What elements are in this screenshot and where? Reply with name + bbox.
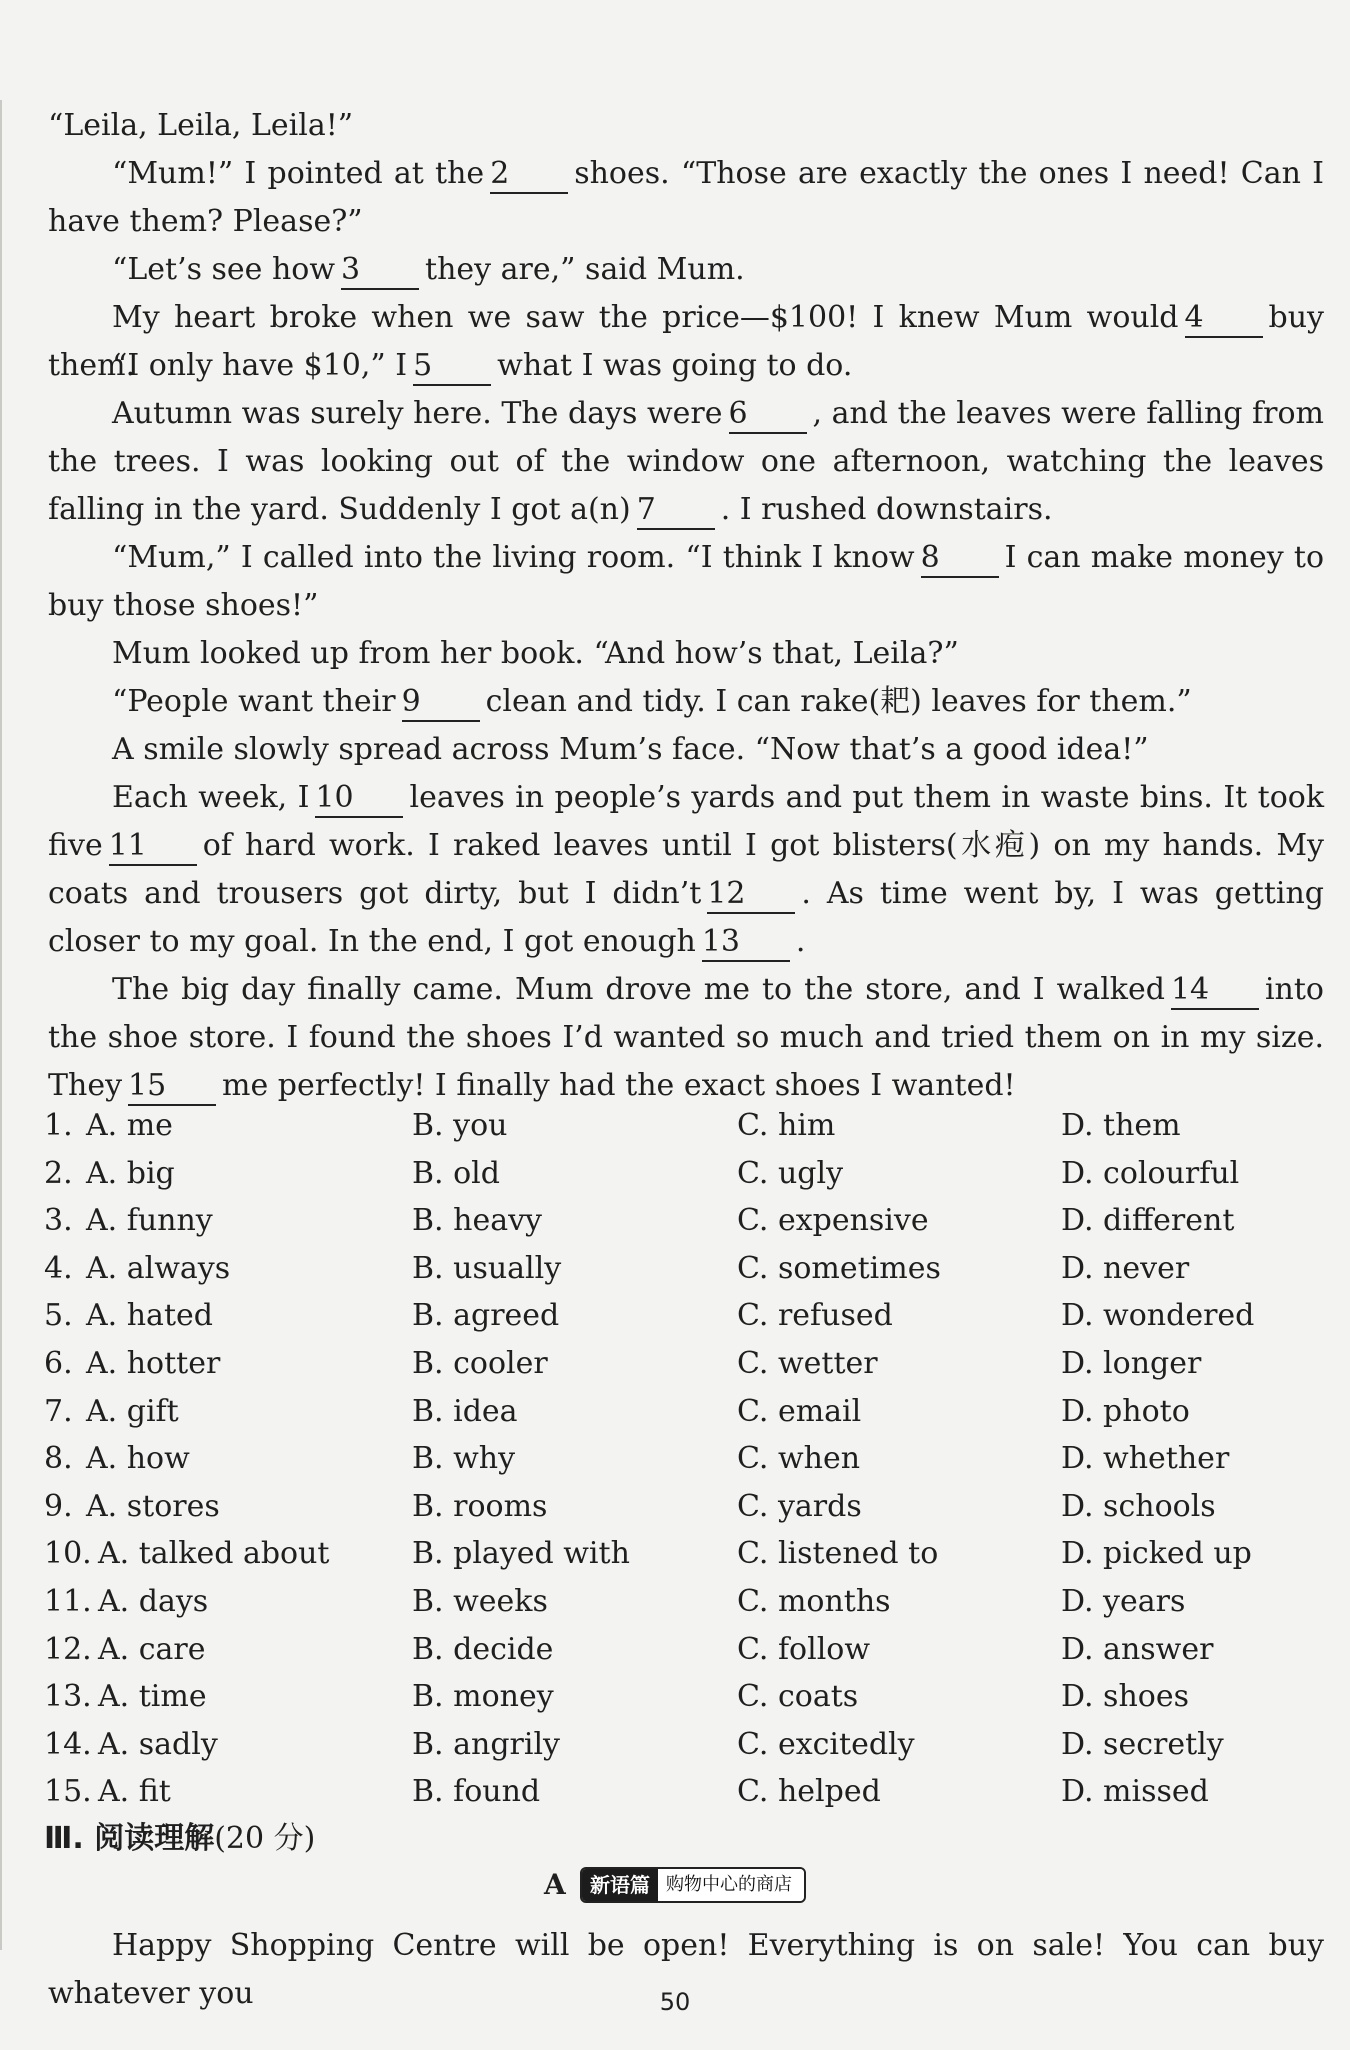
- paragraph-8: [48, 630, 1324, 678]
- text: , and the leaves were falling from the trees. I was looking out of the window one afternoon, watching the leaves falling in the yard. Suddenly I got a(n): [48, 396, 1325, 527]
- option-d: D. secretly: [1061, 1726, 1224, 1762]
- blank-7: 7: [637, 492, 715, 530]
- option-d: D. longer: [1061, 1345, 1202, 1381]
- paragraph-10: [48, 726, 1324, 774]
- text: Happy Shopping Centre will be open! Everything is on sale! You can buy whatever you: [48, 1928, 1324, 2011]
- option-a: A. hotter: [86, 1345, 221, 1381]
- text: Each week, I: [112, 780, 310, 815]
- option-d: D. shoes: [1061, 1679, 1189, 1715]
- option-d: D. missed: [1061, 1774, 1209, 1810]
- option-b: B. weeks: [412, 1583, 548, 1619]
- option-d: D. picked up: [1061, 1536, 1252, 1572]
- option-d: D. schools: [1061, 1488, 1216, 1524]
- option-a: A. me: [86, 1108, 173, 1143]
- option-c: C. email: [737, 1393, 862, 1429]
- option-row-12: [44, 1626, 1334, 1674]
- option-row-2: [44, 1150, 1334, 1198]
- paragraph-9: [48, 678, 1324, 726]
- option-d: D. years: [1061, 1583, 1186, 1619]
- option-a: A. sadly: [98, 1726, 218, 1762]
- option-c: C. months: [737, 1583, 891, 1619]
- text: . As time went by, I was getting closer to my goal. In the end, I got enough: [48, 876, 1324, 959]
- option-row-6: [44, 1340, 1334, 1388]
- question-number: 10.: [44, 1536, 92, 1572]
- text: Autumn was surely here. The days were: [112, 396, 723, 431]
- text: Mum looked up from her book. “And how’s that, Leila?”: [112, 636, 959, 671]
- option-a: A. days: [98, 1583, 209, 1619]
- question-number: 12.: [44, 1631, 92, 1667]
- option-d: D. photo: [1061, 1393, 1190, 1429]
- page-number: 50: [659, 1988, 691, 2016]
- blank-8: 8: [921, 540, 999, 578]
- text: The big day finally came. Mum drove me to the store, and I walked: [112, 972, 1165, 1007]
- option-row-1: [44, 1102, 1334, 1150]
- option-b: B. usually: [412, 1250, 562, 1286]
- blank-4: 4: [1185, 300, 1263, 338]
- option-d: D. them: [1061, 1108, 1181, 1143]
- paragraph-11: [48, 774, 1324, 966]
- option-row-10: [44, 1530, 1334, 1578]
- text: me perfectly! I finally had the exact shoes I wanted!: [222, 1068, 1016, 1103]
- question-number: 11.: [44, 1583, 92, 1619]
- paragraph-1: [48, 102, 1324, 150]
- text: “Mum!” I pointed at the: [112, 156, 485, 191]
- option-d: D. wondered: [1061, 1298, 1255, 1334]
- option-b: B. idea: [412, 1393, 518, 1429]
- option-row-7: [44, 1388, 1334, 1436]
- option-c: C. excitedly: [737, 1726, 915, 1762]
- option-b: B. rooms: [412, 1488, 548, 1524]
- text: “Let’s see how: [112, 252, 336, 287]
- option-row-3: [44, 1197, 1334, 1245]
- question-number: 8.: [44, 1441, 73, 1477]
- option-c: C. follow: [737, 1631, 871, 1667]
- option-c: C. refused: [737, 1298, 893, 1334]
- question-number: 15.: [44, 1774, 92, 1810]
- option-c: C. when: [737, 1441, 861, 1477]
- passage-tag: [580, 1867, 806, 1903]
- paragraph-2: [48, 150, 1324, 246]
- passage-a-heading: [0, 1866, 1350, 1903]
- question-number: 13.: [44, 1679, 92, 1715]
- option-d: D. whether: [1061, 1441, 1230, 1477]
- text: A smile slowly spread across Mum’s face. “Now that’s a good idea!”: [112, 732, 1149, 767]
- option-d: D. never: [1061, 1250, 1190, 1286]
- option-d: D. colourful: [1061, 1155, 1240, 1191]
- question-number: 14.: [44, 1726, 92, 1762]
- paragraph-6: [48, 390, 1324, 534]
- text: “I only have $10,” I: [112, 348, 408, 383]
- passage-letter: A: [544, 1868, 566, 1901]
- option-row-11: [44, 1578, 1334, 1626]
- option-a: A. talked about: [98, 1536, 330, 1572]
- option-b: B. agreed: [412, 1298, 560, 1334]
- option-c: C. expensive: [737, 1203, 929, 1239]
- option-a: A. time: [98, 1679, 207, 1715]
- text: shoes. “Those are exactly the ones I need! Can I have them? Please?”: [48, 156, 1324, 239]
- blank-14: 14: [1171, 972, 1259, 1010]
- blank-15: 15: [128, 1068, 216, 1106]
- text: My heart broke when we saw the price—$100! I knew Mum would: [112, 300, 1179, 335]
- paragraph-3: [48, 246, 1324, 294]
- text: I can make money to buy those shoes!”: [48, 540, 1324, 623]
- option-c: C. helped: [737, 1774, 881, 1810]
- option-row-14: [44, 1721, 1334, 1769]
- option-c: C. him: [737, 1108, 836, 1143]
- paragraph-5: [48, 342, 1324, 390]
- option-a: A. hated: [86, 1298, 213, 1334]
- answer-options: [44, 1102, 1334, 1816]
- section-title: Ⅲ. 阅读理解: [44, 1821, 215, 1856]
- option-b: B. heavy: [412, 1203, 542, 1239]
- text: “Mum,” I called into the living room. “I think I know: [112, 540, 915, 575]
- option-a: A. big: [86, 1155, 175, 1191]
- option-b: B. you: [412, 1108, 508, 1143]
- paragraph-12: [48, 966, 1324, 1110]
- option-b: B. old: [412, 1155, 500, 1191]
- margin-line: [0, 100, 2, 1950]
- question-number: 4.: [44, 1250, 73, 1286]
- text: “People want their: [112, 684, 396, 719]
- text: “Leila, Leila, Leila!”: [48, 108, 354, 143]
- option-a: A. always: [86, 1250, 231, 1286]
- option-c: C. sometimes: [737, 1250, 941, 1286]
- blank-10: 10: [315, 780, 403, 818]
- option-a: A. fit: [98, 1774, 171, 1810]
- blank-11: 11: [109, 828, 197, 866]
- text: what I was going to do.: [497, 348, 853, 383]
- question-number: 3.: [44, 1203, 73, 1239]
- blank-2: 2: [490, 156, 568, 194]
- text: buy them.: [48, 300, 1324, 383]
- text: clean and tidy. I can rake(耙) leaves for them.”: [485, 684, 1192, 719]
- option-b: B. played with: [412, 1536, 630, 1572]
- question-number: 6.: [44, 1345, 73, 1381]
- paragraph-7: [48, 534, 1324, 630]
- option-c: C. listened to: [737, 1536, 939, 1572]
- option-row-15: [44, 1768, 1334, 1816]
- option-row-5: [44, 1292, 1334, 1340]
- option-row-4: [44, 1245, 1334, 1293]
- option-c: C. ugly: [737, 1155, 844, 1191]
- option-b: B. cooler: [412, 1345, 548, 1381]
- question-number: 1.: [44, 1108, 73, 1143]
- text: leaves in people’s yards and put them in waste bins. It took five: [48, 780, 1324, 863]
- blank-3: 3: [341, 252, 419, 290]
- option-a: A. funny: [86, 1203, 213, 1239]
- option-b: B. found: [412, 1774, 541, 1810]
- option-a: A. how: [86, 1441, 190, 1477]
- tag-topic: 购物中心的商店: [658, 1869, 804, 1901]
- option-b: B. money: [412, 1679, 554, 1715]
- option-b: B. decide: [412, 1631, 554, 1667]
- blank-6: 6: [729, 396, 807, 434]
- text: . I rushed downstairs.: [720, 492, 1053, 527]
- text: into the shoe store. I found the shoes I’d wanted so much and tried them on in my size. They: [48, 972, 1324, 1103]
- blank-5: 5: [413, 348, 491, 386]
- blank-12: 12: [707, 876, 795, 914]
- text: they are,” said Mum.: [425, 252, 745, 287]
- blank-9: 9: [402, 684, 480, 722]
- option-a: A. gift: [86, 1393, 179, 1429]
- option-row-8: [44, 1435, 1334, 1483]
- text: .: [795, 924, 806, 959]
- option-c: C. yards: [737, 1488, 862, 1524]
- section-heading: [44, 1816, 315, 1862]
- question-number: 7.: [44, 1393, 73, 1429]
- option-b: B. angrily: [412, 1726, 561, 1762]
- tag-label: 新语篇: [582, 1869, 658, 1901]
- blank-13: 13: [702, 924, 790, 962]
- section-points: (20 分): [214, 1821, 316, 1856]
- question-number: 9.: [44, 1488, 73, 1524]
- option-c: C. wetter: [737, 1345, 878, 1381]
- option-a: A. stores: [86, 1488, 220, 1524]
- option-a: A. care: [98, 1631, 206, 1667]
- text: of hard work. I raked leaves until I got blisters(水疱) on my hands. My coats and trousers got dirty, but I didn’t: [48, 828, 1324, 911]
- option-row-9: [44, 1483, 1334, 1531]
- option-d: D. different: [1061, 1203, 1235, 1239]
- question-number: 2.: [44, 1155, 73, 1191]
- option-row-13: [44, 1673, 1334, 1721]
- option-c: C. coats: [737, 1679, 859, 1715]
- question-number: 5.: [44, 1298, 73, 1334]
- option-b: B. why: [412, 1441, 516, 1477]
- option-d: D. answer: [1061, 1631, 1214, 1667]
